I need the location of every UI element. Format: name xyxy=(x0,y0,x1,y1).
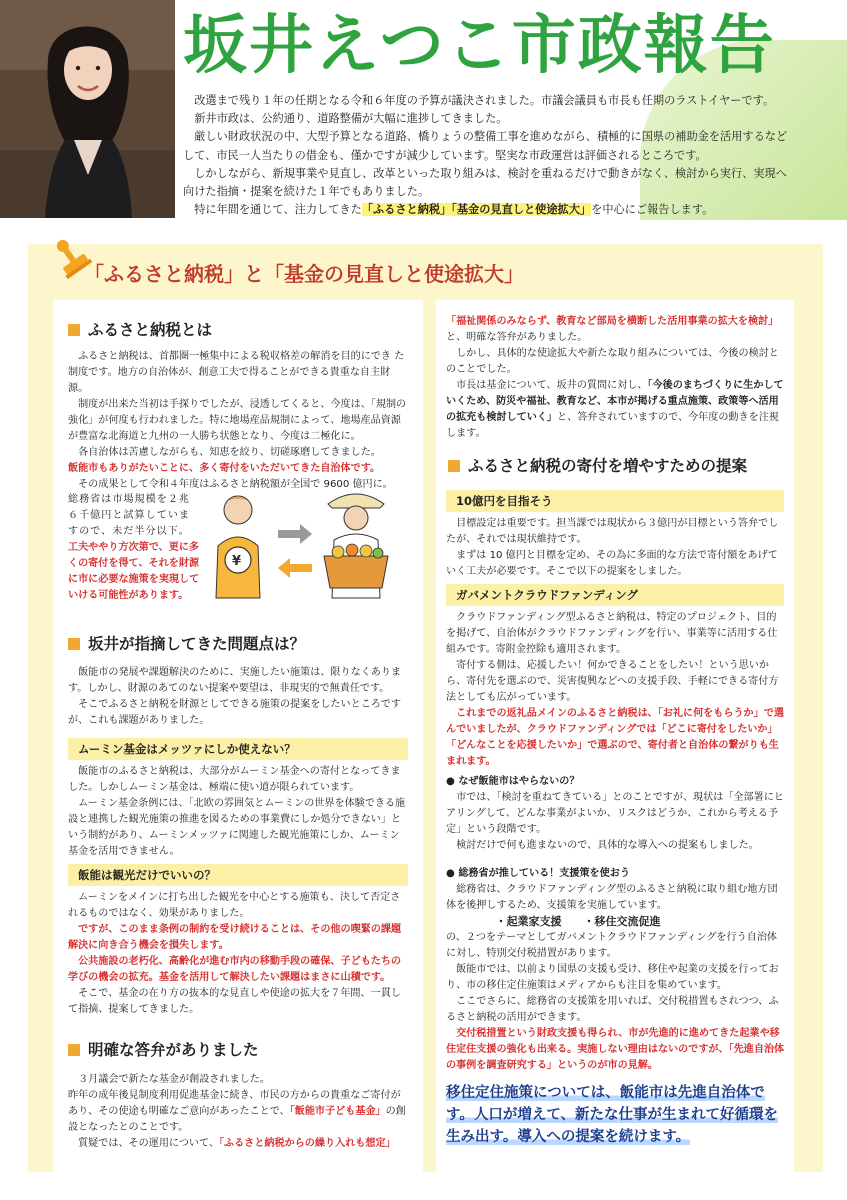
heading-answer: 明確な答弁がありました xyxy=(68,1040,259,1060)
goal-body: 目標設定は重要です。担当課では現状から３億円が目標という答弁でしたが、それでは現状維持です。 まずは 10 億円と目標を定め、その為に多面的な方法で寄付額をあげていく工夫が必要です。そこで以下の提案をしました。 xyxy=(446,518,779,577)
red-statement: 工夫ややり方次第で、更に多くの寄付を得て、それを財源に市に必要な施策を実現していける可能性があります。 xyxy=(68,542,200,601)
closing-statement: 移住定住施策については、飯能市は先進自治体です。人口が増えて、新たな仕事が生まれて好循環を生み出す。導入への提案を続けます。 xyxy=(446,1085,779,1145)
subheading-gcf: ガバメントクラウドファンディング xyxy=(446,584,784,606)
highlight-topics: 「ふるさと納税」「基金の見直しと使途拡大」 xyxy=(361,203,592,217)
red-statement: 飯能市もありがたいことに、多く寄付をいただいてきた自治体です。 xyxy=(68,463,381,474)
intro-paragraph-last: 特に年間を通じて、注力してきた「ふるさと納税」「基金の見直しと使途拡大」を中心にご報告します。 xyxy=(194,203,714,217)
tourism-body: ムーミンをメインに打ち出した観光を中心とする施策も、決して否定されるものではなく、効果がありました。 ですが、このまま条例の制約を受け続けることは、その他の喫緊の課題解決に向き合う機会を損失します。 公共施設の老朽化、高齢化が進む市内の移動手段の確保、子どもたちの学びの機会の拡充。基金を活用して解決したい課題はまさに山積です。 そこで、基金の在り方の抜本的な見直しや使途の拡大を７年間、一貫して指摘、提案してきました。 xyxy=(68,890,408,1018)
furusato-body: ふるさと納税は、首都圏一極集中による税収格差の解消を目的にでき た制度です。地方の自治体が、創意工夫で得ることができる貴重な自主財源。 制度が出来た当初は手探りでしたが、浸透してくると、今度は、「規制の強化」が何度も行われました。特に地場産品規制によって、地場産品資源が豊富な北海道と九州の一人勝ち状態となり、今度は二極化に。 各自治体は苦慮しながらも、知恵を絞り、切磋琢磨してきました。 飯能市もありがたいことに、多く寄付をいただいてきた自治体です。 その成果として令和４年度はふるさと納税額が全国で 9600 億円に。 xyxy=(68,351,407,490)
answer-body: ３月議会で新たな基金が創設されました。 昨年の成年後見制度利用促進基金に続き、市民の方からの貴重なご寄付があり、その使途も明確なご意向があったことで、「飯能市子ども基金」の創設となったとのことです。 質疑では、その運用について、「ふるさと納税からの繰り入れも想定」 xyxy=(68,1074,406,1149)
intro-text xyxy=(183,92,795,219)
support-items: ・起業家支援 ・移住交流促進 xyxy=(495,915,661,928)
fund-answer-body: 「福祉関係のみならず、教育など部局を横断した活用事業の拡大を検討」 と、明確な答弁がありました。 しかし、具体的な使途拡大や新たな取り組みについては、今後の検討とのことでした。 市長は基金について、坂井の質問に対し、「今後のまちづくりに生かしていくため、防災や福祉、教育など、本市が掲げる重点施策、政策等へ活用の拡充も検討していく」と、答弁されていますので、今年度の動きを注視します。 xyxy=(446,314,786,442)
intro-paragraph: 改選まで残り１年の任期となる令和６年度の予算が議決されました。市議会議員も市長も任期のラストイヤーです。 xyxy=(194,94,775,107)
red-statement: 交付税措置という財政支援も得られ、市が先進的に進めてきた起業や移住定住支援の強化も出来る。実施しない理由はないのですが、「先進自治体の事例を調査研究する」というのが市の見解。 xyxy=(446,1028,785,1071)
why-not-block: ● なぜ飯能市はやらないの？ 市では、「検討を重ねてきている」とのことですが、現状は「全部署にヒアリングして、どんな事業がよいか、リスクはどうか、これから考える予定」という段階です。 検討だけで何も進まないので、具体的な導入への提案もしました。 xyxy=(446,774,786,854)
intro-paragraph: 厳しい財政状況の中、大型予算となる道路、橋りょうの整備工事を進めながら、積極的に国県の補助金を活用するなどして、市民一人当たりの借金も、僅かですが減少しています。堅実な市政運営は評価されるところです。 xyxy=(183,130,788,162)
donation-illustration xyxy=(206,488,406,600)
gcf-body: クラウドファンディング型ふるさと納税は、特定のプロジェクト、目的を掲げて、自治体がクラウドファンディングを行い、事業等に活用する仕組みです。寄附金控除も適用されます。 寄付する側は、応援したい！何かできることをしたい！という思いから、寄付先を選ぶので、災害復興などへの支援手段、手軽にできる寄付方法としても広がっています。 これまでの返礼品メインのふるさと納税は、「お礼に何をもらうか」で選んでいましたが、クラウドファンディングでは「どこに寄付をしたいか」「どんなことを応援したいか」で選ぶので、寄付者と自治体の繋がりも生まれます。 xyxy=(446,610,786,770)
svg-text:¥: ¥ xyxy=(232,554,242,569)
main-section-title: 「ふるさと納税」と「基金の見直しと使途拡大」 xyxy=(84,262,524,286)
support-block: ● 総務省が推している！支援策を使おう 総務省は、クラウドファンディング型のふるさと納税に取り組む地方団体を後押しするため、支援策を実施しています。 ・起業家支援 ・移住交流促進 の、２つをテーマとしてガバメントクラウドファンディングを行う自治体に対し、特別交付税措置があります。 飯能市では、以前より国県の支援も受け、移住や起業の支援を行っており、市の移住定住施策はメディアからも注目を集めています。 ここでさらに、総務省の支援策を用いれば、交付税措置もされつつ、ふるさと納税の活用ができます。 交付税措置という財政支援も得られ、市が先進的に進めてきた起業や移住定住支援の強化も出来る。実施しない理由はないのですが、「先進自治体の事例を調査研究する」というのが市の見解。 xyxy=(446,866,786,1074)
issues-body: 飯能市の発展や課題解決のために、実施したい施策は、限りなくあります。しかし、財源のあてのない提案や要望は、非現実的で無責任です。 そこでふるさと納税を財源としてできる施策の提案をしたいところですが、これも課題がありました。 xyxy=(68,667,402,726)
red-statement: ですが、このまま条例の制約を受け続けることは、その他の喫緊の課題解決に向き合う機会を損失します。 xyxy=(68,924,402,951)
bullet-heading: ● なぜ飯能市はやらないの？ xyxy=(446,776,580,787)
heading-furusato: ふるさと納税とは xyxy=(68,320,212,340)
furusato-body-wrap: 総務省は市場規模を２兆６千億円と試算していますので、未だ半分以下。 工夫ややり方次第で、更に多くの寄付を得て、それを財源に市に必要な施策を実現していける可能性があります。 xyxy=(68,492,200,604)
portrait-photo xyxy=(0,0,175,218)
red-statement: これまでの返礼品メインのふるさと納税は、「お礼に何をもらうか」で選んでいましたが、クラウドファンディングでは「どこに寄付をしたいか」「どんなことを応援したいか」で選ぶので、寄付者と自治体の繋がりも生まれます。 xyxy=(446,708,784,767)
page-title: 坂井えつこ市政報告 xyxy=(183,9,776,83)
bullet-heading: ● 総務省が推している！支援策を使おう xyxy=(446,868,630,879)
subheading-moomin: ムーミン基金はメッツァにしか使えない？ xyxy=(68,738,408,760)
moomin-body: 飯能市のふるさと納税は、大部分がムーミン基金への寄付となってきました。しかしムーミン基金は、極端に使い道が限られています。 ムーミン基金条例には、「北欧の雰囲気とムーミンの世界を体験できる施設と連携した観光施策の推進を図るための事業費にしか処分できない」という制約があり、ムーミンメッツァに関連した観光施策にしか、ムーミン基金を活用できません。 xyxy=(68,766,406,857)
intro-paragraph: 新井市政は、公約通り、道路整備が大幅に進捗してきました。 xyxy=(194,112,508,126)
heading-proposal: ふるさと納税の寄付を増やすための提案 xyxy=(448,456,747,476)
subheading-tourism: 飯能は観光だけでいいの？ xyxy=(68,864,408,886)
heading-issues: 坂井が指摘してきた問題点は？ xyxy=(68,634,305,654)
intro-paragraph: しかしながら、新規事業や見直し、改革といった取り組みは、検討を重ねるだけで動きがなく、検討から実行、実現へ向けた指摘・提案を続けた１年でもありました。 xyxy=(183,166,787,199)
subheading-10oku: 10億円を目指そう xyxy=(446,490,784,512)
red-statement: 「福祉関係のみならず、教育など部局を横断した活用事業の拡大を検討」 xyxy=(446,316,779,327)
red-statement: 公共施設の老朽化、高齢化が進む市内の移動手段の確保、子どもたちの学びの機会の拡充。基金を活用して解決したい課題はまさに山積です。 xyxy=(68,956,402,983)
